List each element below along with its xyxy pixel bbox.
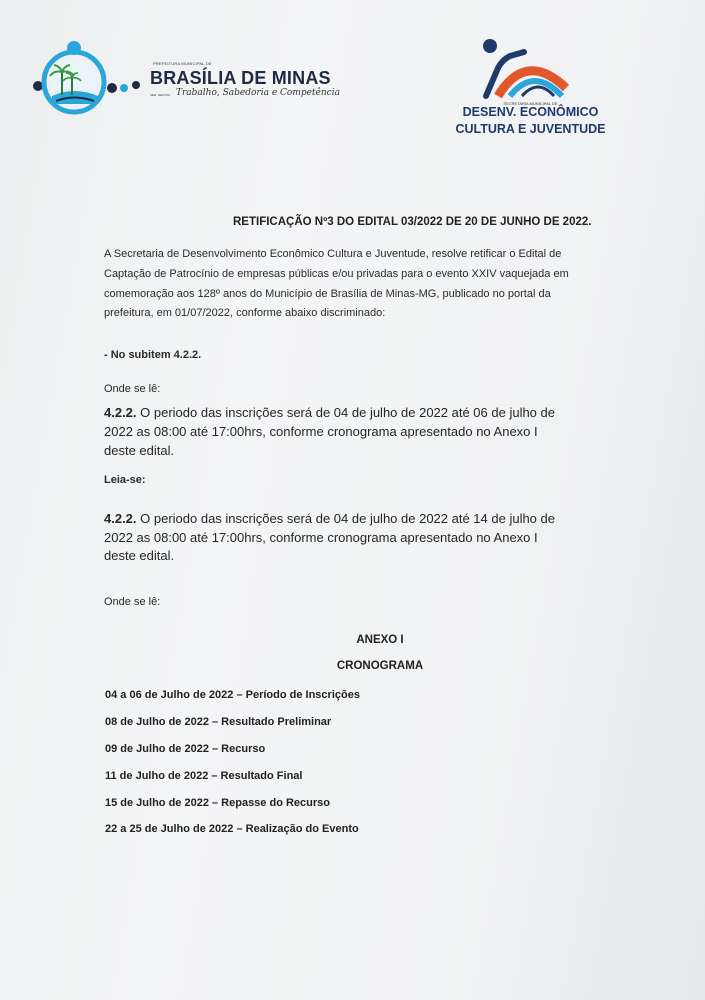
schedule-item: 04 a 06 de Julho de 2022 – Período de Inscrições xyxy=(105,689,360,701)
intro-line-1: A Secretaria de Desenvolvimento Econômico Cultura e Juventude, resolve retificar o Edital de xyxy=(104,248,562,260)
new-text-number: 4.2.2. xyxy=(104,511,137,526)
logo-side-caption: SER. GESTÃO xyxy=(150,93,171,97)
new-text-line-2: 2022 as 08:00 até 17:00hrs, conforme cronograma apresentado no Anexo I xyxy=(104,530,538,545)
municipality-logo xyxy=(28,38,340,118)
onde-se-le-label-2: Onde se lê: xyxy=(104,596,161,608)
secretariat-logo xyxy=(438,38,623,138)
schedule-item: 08 de Julho de 2022 – Resultado Preliminar xyxy=(105,716,332,728)
schedule-item: 11 de Julho de 2022 – Resultado Final xyxy=(105,770,303,782)
old-text-line-1 xyxy=(104,405,555,420)
secretariat-small-caption: SECRETARIA MUNICIPAL DE xyxy=(503,101,558,106)
new-text-line-3: deste edital. xyxy=(104,548,175,563)
onde-se-le-label: Onde se lê: xyxy=(104,383,161,395)
schedule-item: 22 a 25 de Julho de 2022 – Realização do Evento xyxy=(105,823,359,835)
intro-line-3: comemoração aos 128º anos do Município de Brasília de Minas-MG, publicado no portal da xyxy=(104,288,551,300)
old-text-line-2: 2022 as 08:00 até 17:00hrs, conforme cronograma apresentado no Anexo I xyxy=(104,424,538,439)
intro-line-2: Captação de Patrocínio de empresas públicas e/ou privadas para o evento XXIV vaquejada em xyxy=(104,268,569,280)
old-text-line-1-content: O periodo das inscrições será de 04 de julho de 2022 até 06 de julho de xyxy=(136,405,555,420)
old-text-line-3: deste edital. xyxy=(104,443,175,458)
schedule-item: 15 de Julho de 2022 – Repasse do Recurso xyxy=(105,797,330,809)
new-text-line-1 xyxy=(104,511,555,526)
old-text-number: 4.2.2. xyxy=(104,405,137,420)
schedule-item: 09 de Julho de 2022 – Recurso xyxy=(105,743,266,755)
new-text-line-1-content: O periodo das inscrições será de 04 de julho de 2022 até 14 de julho de xyxy=(136,511,555,526)
leia-se-label: Leia-se: xyxy=(104,474,146,486)
intro-line-4: prefeitura, em 01/07/2022, conforme abaixo discriminado: xyxy=(104,307,386,319)
secretariat-name-line1: DESENV. ECONÔMICO xyxy=(462,105,599,119)
document-title: RETIFICAÇÃO Nº3 DO EDITAL 03/2022 DE 20 DE JUNHO DE 2022. xyxy=(233,216,592,228)
annex-title: ANEXO I xyxy=(356,634,404,646)
logo-small-caption: PREFEITURA MUNICIPAL DE xyxy=(153,61,212,66)
subitem-reference: - No subitem 4.2.2. xyxy=(104,349,202,361)
secretariat-emblem-icon xyxy=(438,38,623,100)
municipality-emblem-icon xyxy=(28,38,148,118)
municipality-slogan: Trabalho, Sabedoria e Competência xyxy=(176,88,340,98)
municipality-name: BRASÍLIA DE MINAS xyxy=(150,68,331,88)
secretariat-name-line2: CULTURA E JUVENTUDE xyxy=(455,122,606,136)
annex-subtitle: CRONOGRAMA xyxy=(336,660,424,672)
